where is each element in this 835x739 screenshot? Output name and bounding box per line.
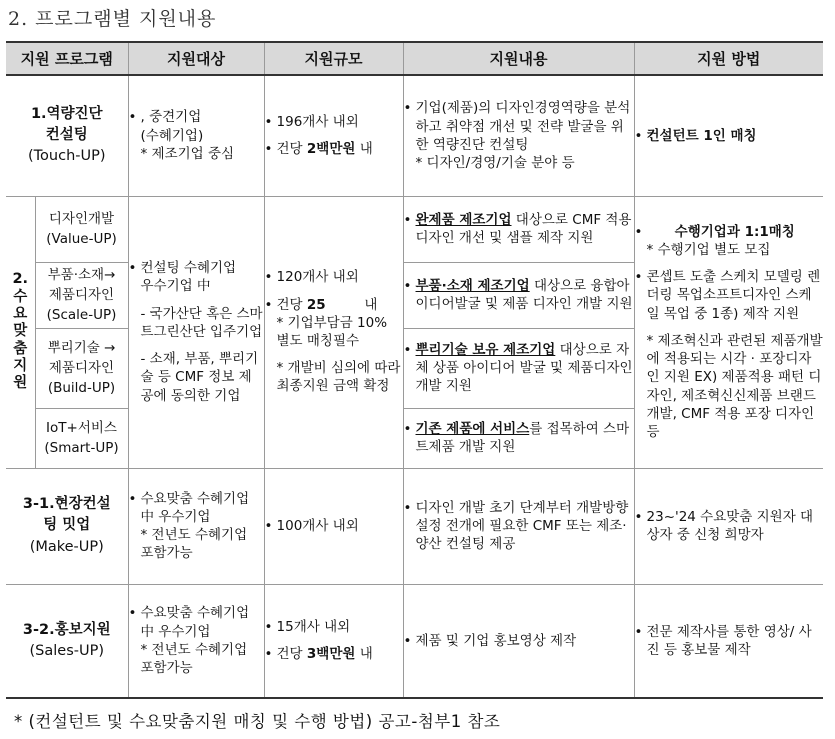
- header-target: 지원대상: [128, 42, 264, 75]
- target-make-up: • 수요맞춤 수혜기업 中 우수기업 * 전년도 수혜기업 포함가능: [128, 468, 264, 584]
- sub-scale-up: 부품·소재→ 제품디자인 (Scale-UP): [35, 262, 128, 328]
- target-custom-support: • 컨설팅 수혜기업 우수기업 中 - 국가산단 혹은 스마트그린산단 입주기업 - 소재, 부품, 뿌리기술 등 CMF 정보 제공에 동의한 기업: [128, 196, 264, 468]
- method-touch-up: • 컨설턴트 1인 매칭: [634, 75, 823, 196]
- method-make-up: • 23~'24 수요맞춤 지원자 대상자 중 신청 희망자: [634, 468, 823, 584]
- section-title: 2. 프로그램별 지원내용: [8, 8, 217, 30]
- scale-sales-up: • 15개사 내외 • 건당 3백만원 내: [264, 584, 403, 698]
- target-touch-up: • , 중견기업 (수혜기업) * 제조기업 중심: [128, 75, 264, 196]
- content-make-up: • 디자인 개발 초기 단계부터 개발방향 설정 전개에 필요한 CMF 또는 제조·양산 컨설팅 제공: [403, 468, 634, 584]
- content-touch-up: • 기업(제품)의 디자인경영역량을 분석하고 취약점 개선 및 전략 발굴을 위한 역량진단 컨설팅 * 디자인/경영/기술 분야 등: [403, 75, 634, 196]
- header-scale: 지원규모: [264, 42, 403, 75]
- table-header-row: [6, 42, 823, 75]
- sub-value-up: 디자인개발 (Value-UP): [35, 196, 128, 262]
- program-make-up: 3-1.현장컨설 팅 밋업 (Make-UP): [6, 468, 128, 584]
- method-custom-support: • 수행기업과 1:1매칭 * 수행기업 별도 모집 • 콘셉트 도출 스케치 모델링 렌더링 목업소프트디자인 스케일 목업 중 1종) 제작 지원 * 제조혁신과 관련된 제품개발에 적용되는 시각 · 포장디자인 지원 EX) 제품적용 패턴 디자인, 제조혁신신제품 브랜드 개발, CMF 적용 포장 디자인 등: [634, 196, 823, 468]
- table-row: [6, 75, 823, 196]
- program-touch-up: 1.역량진단 컨설팅 (Touch-UP): [6, 75, 128, 196]
- method-sales-up: • 전문 제작사를 통한 영상/ 사진 등 홍보물 제작: [634, 584, 823, 698]
- target-sales-up: • 수요맞춤 수혜기업 中 우수기업 * 전년도 수혜기업 포함가능: [128, 584, 264, 698]
- table-row: [6, 468, 823, 584]
- header-content: 지원내용: [403, 42, 634, 75]
- program-sales-up: 3-2.홍보지원 (Sales-UP): [6, 584, 128, 698]
- content-smart-up: • 기존 제품에 서비스를 접목하여 스마트제품 개발 지원: [403, 408, 634, 468]
- scale-custom-support: • 120개사 내외 • 건당 25 내 * 기업부담금 10% 별도 매칭필수 * 개발비 심의에 따라 최종지원 금액 확정: [264, 196, 403, 468]
- scale-touch-up: • 196개사 내외 • 건당 2백만원 내: [264, 75, 403, 196]
- support-program-table: [6, 41, 823, 699]
- content-sales-up: • 제품 및 기업 홍보영상 제작: [403, 584, 634, 698]
- table-row: [6, 584, 823, 698]
- table-row: [6, 196, 823, 262]
- scale-make-up: • 100개사 내외: [264, 468, 403, 584]
- content-build-up: • 뿌리기술 보유 제조기업 대상으로 자체 상품 아이디어 발굴 및 제품디자인 개발 지원: [403, 328, 634, 408]
- sub-build-up: 뿌리기술 → 제품디자인 (Build-UP): [35, 328, 128, 408]
- header-method: 지원 방법: [634, 42, 823, 75]
- content-scale-up: • 부품·소재 제조기업 대상으로 융합아이디어발굴 및 제품 디자인 개발 지원: [403, 262, 634, 328]
- sub-smart-up: IoT+서비스 (Smart-UP): [35, 408, 128, 468]
- content-value-up: • 완제품 제조기업 대상으로 CMF 적용 디자인 개선 및 샘플 제작 지원: [403, 196, 634, 262]
- program-custom-support: 2. 수 요 맞 춤 지 원: [6, 196, 35, 468]
- header-program: 지원 프로그램: [6, 42, 128, 75]
- footnote: * (컨설턴트 및 수요맞춤지원 매칭 및 수행 방법) 공고-첨부1 참조: [14, 712, 501, 731]
